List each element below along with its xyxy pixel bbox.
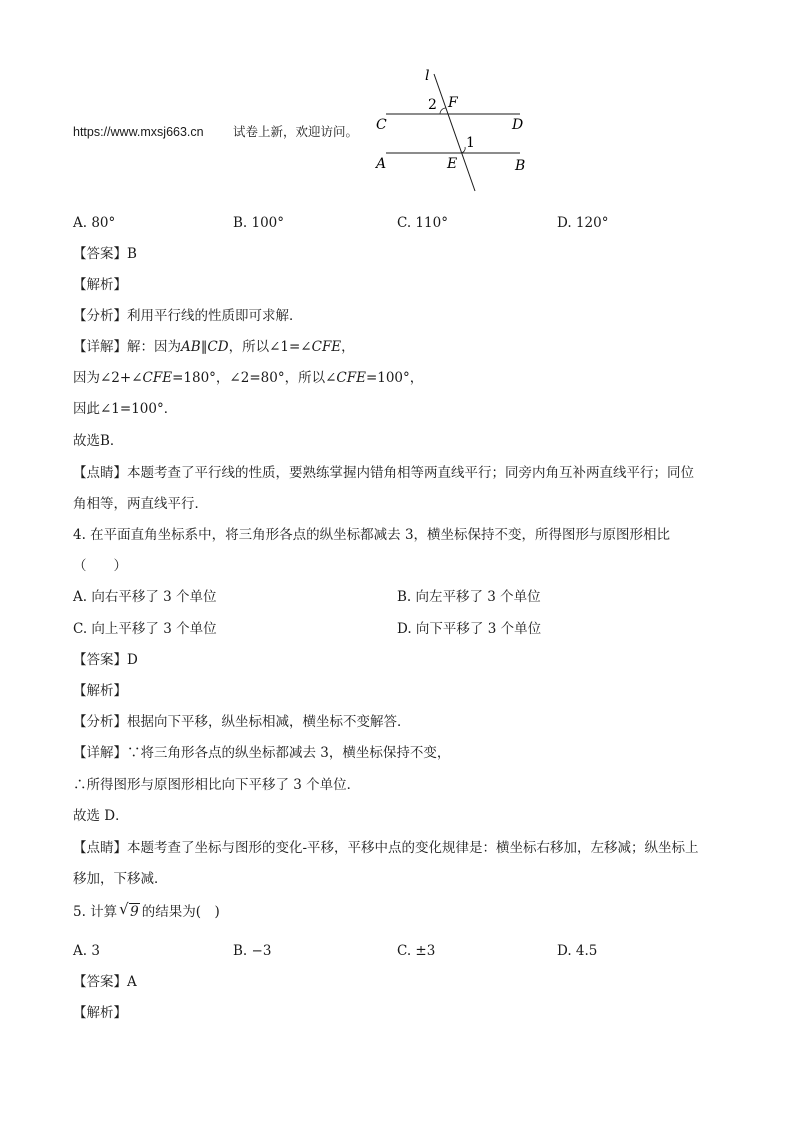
q3-xiangjie-line-1 (73, 338, 754, 356)
radical-sign: √ (119, 900, 129, 918)
answer-value: B (127, 246, 137, 262)
q3-dianjing-line-2: 角相等，两直线平行． (73, 496, 208, 512)
q3-xiangjie-line-3: 因此∠1=100°． (73, 401, 178, 417)
q4-stem-line-2: （ ） (73, 558, 127, 574)
label-d: D (512, 117, 524, 133)
q4-analysis-tag: 【解析】 (73, 683, 127, 699)
fenxi-text: 根据向下平移，纵坐标相减，横坐标不变解答． (127, 714, 411, 730)
q3-fenxi (73, 307, 754, 325)
q5-analysis-tag: 【解析】 (73, 1005, 127, 1021)
q3-option-c: C. 110° (397, 215, 448, 231)
xiangjie-tag: 【详解】 (73, 745, 127, 761)
label-c: C (376, 117, 387, 133)
q5-option-b: B. −3 (233, 943, 272, 959)
angle-cfe: CFE (311, 339, 342, 355)
fenxi-tag: 【分析】 (73, 308, 127, 324)
parallel-lines-figure (370, 64, 540, 196)
label-l: l (425, 68, 430, 84)
q5-stem-pre: 5. 计算 (73, 904, 118, 920)
fenxi-tag: 【分析】 (73, 714, 127, 730)
sqrt-expression (119, 900, 140, 921)
answer-tag: 【答案】 (73, 974, 127, 990)
dianjing-tag: 【点睛】 (73, 840, 127, 856)
segment-cd: CD (207, 339, 229, 355)
xiangjie-text: ，所以∠1=∠ (228, 339, 312, 355)
q5-stem (73, 900, 754, 921)
q3-option-b: B. 100° (233, 215, 285, 231)
q3-xiangjie-line-2 (73, 369, 754, 387)
xiangjie-text: 解：因为 (127, 339, 181, 355)
dianjing-tag: 【点睛】 (73, 465, 127, 481)
answer-value: A (127, 974, 137, 990)
parallel-symbol: ∥ (200, 339, 208, 355)
xiangjie-text: =180°，∠2=80°，所以∠ (172, 370, 337, 386)
q4-xiangjie-line-3: 故选 D． (73, 808, 129, 824)
q4-xiangjie-line-2: ∴所得图形与原图形相比向下平移了 3 个单位． (73, 777, 361, 793)
answer-value: D (127, 652, 138, 668)
q5-option-a: A. 3 (73, 943, 100, 959)
site-note: 试卷上新，欢迎访问。 (233, 124, 359, 139)
xiangjie-text: ∵将三角形各点的纵坐标都减去 3，横坐标保持不变， (127, 745, 451, 761)
q4-answer (73, 651, 754, 669)
segment-ab: AB (181, 339, 201, 355)
q3-analysis-tag: 【解析】 (73, 277, 127, 293)
angle-2-arc (440, 108, 446, 114)
q4-option-a: A. 向右平移了 3 个单位 (73, 589, 217, 605)
q4-option-b: B. 向左平移了 3 个单位 (397, 589, 541, 605)
q3-xiangjie-line-4: 故选B． (73, 433, 124, 449)
q3-option-a: A. 80° (73, 215, 116, 231)
q4-xiangjie-line-1 (73, 744, 754, 762)
dianjing-text: 本题考查了坐标与图形的变化-平移，平移中点的变化规律是：横坐标右移加，左移减；纵坐标上 (127, 840, 699, 856)
transversal-l (434, 74, 475, 191)
q3-dianjing-line-1 (73, 464, 754, 482)
q4-fenxi (73, 713, 754, 731)
angle-cfe: CFE (336, 370, 366, 386)
q5-option-d: D. 4.5 (557, 943, 598, 959)
xiangjie-text: 因为∠2+∠ (73, 370, 143, 386)
q5-answer (73, 973, 754, 991)
q3-answer (73, 245, 754, 263)
xiangjie-text: =100°， (365, 370, 424, 386)
answer-tag: 【答案】 (73, 246, 127, 262)
xiangjie-text: ， (341, 339, 355, 355)
label-e: E (447, 156, 458, 172)
label-a: A (376, 156, 387, 172)
fenxi-text: 利用平行线的性质即可求解． (127, 308, 303, 324)
answer-tag: 【答案】 (73, 652, 127, 668)
label-f: F (448, 95, 458, 111)
q4-option-d: D. 向下平移了 3 个单位 (397, 621, 542, 637)
radicand: 9 (130, 904, 139, 920)
q4-stem-line-1: 4. 在平面直角坐标系中，将三角形各点的纵坐标都减去 3，横坐标保持不变，所得图形与原图形相比 (73, 527, 671, 543)
q3-option-d: D. 120° (557, 215, 609, 231)
q5-option-c: C. ±3 (397, 943, 436, 959)
dianjing-text: 本题考查了平行线的性质，要熟练掌握内错角相等两直线平行；同旁内角互补两直线平行；同位 (127, 465, 694, 481)
q4-option-c: C. 向上平移了 3 个单位 (73, 621, 217, 637)
label-1: 1 (466, 135, 475, 151)
label-2: 2 (428, 97, 437, 113)
label-b: B (515, 158, 526, 174)
angle-cfe: CFE (142, 370, 173, 386)
q5-stem-post: 的结果为( ) (141, 904, 220, 920)
q4-dianjing-line-1 (73, 839, 754, 857)
site-url: https://www.mxsj663.cn (73, 125, 204, 139)
q4-dianjing-line-2: 移加，下移减． (73, 871, 168, 887)
xiangjie-tag: 【详解】 (73, 339, 127, 355)
